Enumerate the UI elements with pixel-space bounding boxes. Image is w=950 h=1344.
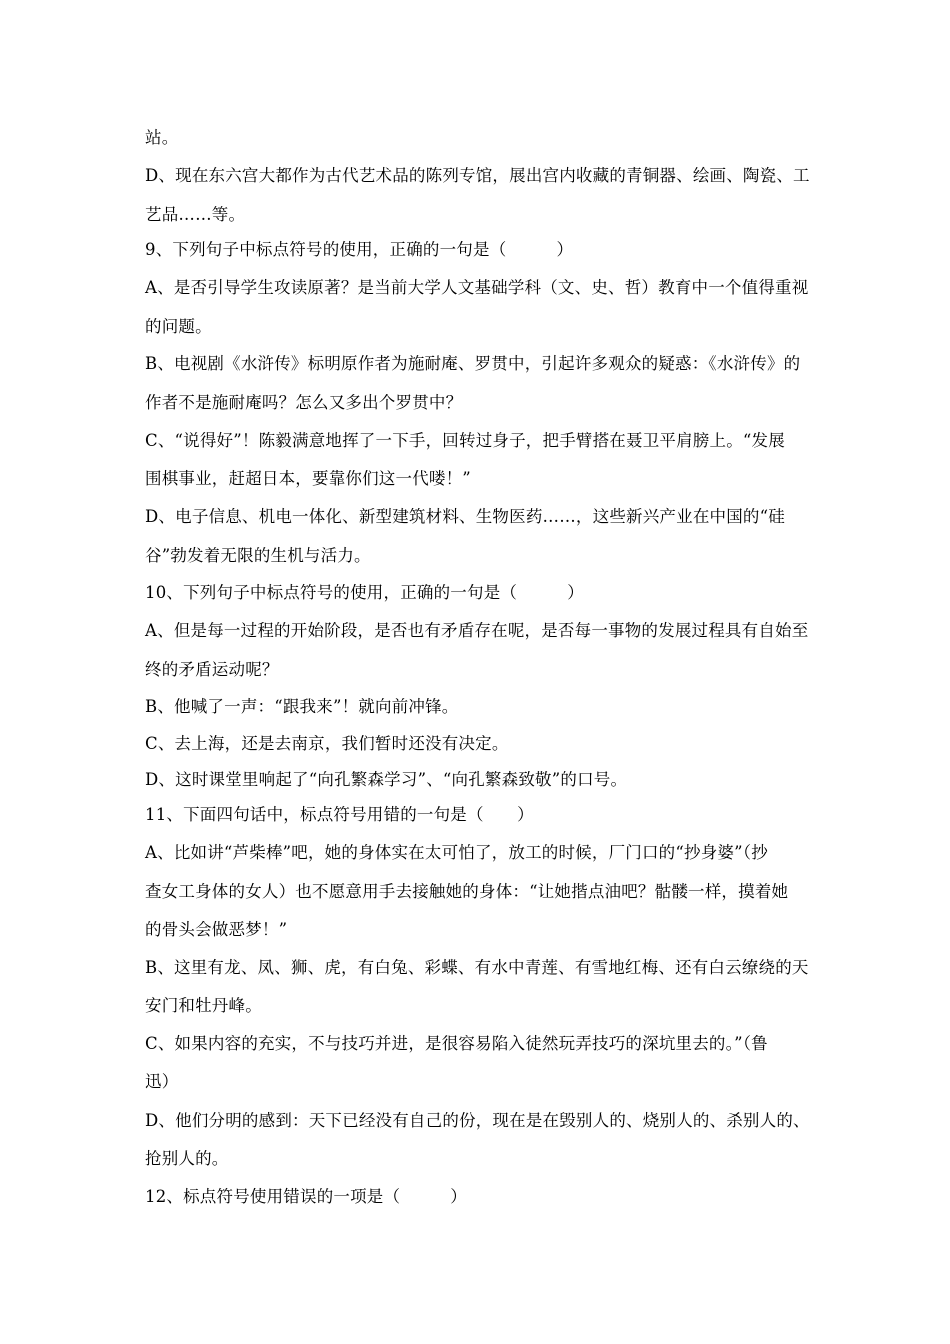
option-11a: A、比如讲“芦柴棒”吧，她的身体实在太可怕了，放工的时候，厂门口的“抄身婆”（抄 — [145, 843, 768, 862]
option-10c: C、去上海，还是去南京，我们暂时还没有决定。 — [145, 734, 509, 753]
text-line: D、现在东六宫大都作为古代艺术品的陈列专馆，展出宫内收藏的青铜器、绘画、陶瓷、工 — [145, 166, 810, 185]
text-line: 查女工身体的女人）也不愿意用手去接触她的身体：“让她揩点油吧？骷髅一样，摸着她 — [145, 882, 789, 901]
option-10d: D、这时课堂里响起了“向孔繁森学习”、“向孔繁森致敬”的口号。 — [145, 770, 628, 789]
text-line: 作者不是施耐庵吗？怎么又多出个罗贯中？ — [145, 393, 463, 412]
option-11d: D、他们分明的感到：天下已经没有自己的份，现在是在毁别人的、烧别人的、杀别人的、 — [145, 1111, 810, 1130]
text-line: 站。 — [145, 128, 179, 147]
text-line: 迅） — [145, 1072, 179, 1091]
option-10a: A、但是每一过程的开始阶段，是否也有矛盾存在呢，是否每一事物的发展过程具有自始至 — [145, 621, 809, 640]
question-11: 11、下面四句话中，标点符号用错的一句是（ ） — [145, 805, 534, 824]
text-line: 艺品……等。 — [145, 205, 246, 224]
option-9d: D、电子信息、机电一体化、新型建筑材料、生物医药……，这些新兴产业在中国的“硅 — [145, 507, 785, 526]
option-9b: B、电视剧《水浒传》标明原作者为施耐庵、罗贯中，引起许多观众的疑惑：《水浒传》的 — [145, 354, 801, 373]
question-12: 12、标点符号使用错误的一项是（ ） — [145, 1187, 467, 1206]
option-9c: C、“说得好”！陈毅满意地挥了一下手，回转过身子，把手臂搭在聂卫平肩膀上。“发展 — [145, 431, 785, 450]
text-line: 的骨头会做恶梦！” — [145, 920, 288, 939]
text-line: 谷”勃发着无限的生机与活力。 — [145, 546, 371, 565]
option-10b: B、他喊了一声：“跟我来”！就向前冲锋。 — [145, 697, 459, 716]
option-11c: C、如果内容的充实，不与技巧并进，是很容易陷入徒然玩弄技巧的深坑里去的。”（鲁 — [145, 1034, 768, 1053]
question-9: 9、下列句子中标点符号的使用，正确的一句是（ ） — [145, 240, 574, 259]
text-line: 围棋事业，赶超日本，要靠你们这一代喽！” — [145, 469, 471, 488]
text-line: 安门和牡丹峰。 — [145, 996, 262, 1015]
option-11b: B、这里有龙、凤、狮、虎，有白兔、彩蝶、有水中青莲、有雪地红梅、还有白云缭绕的天 — [145, 958, 809, 977]
text-line: 抢别人的。 — [145, 1149, 229, 1168]
option-9a: A、是否引导学生攻读原著？是当前大学人文基础学科（文、史、哲）教育中一个值得重视 — [145, 278, 809, 297]
text-line: 的问题。 — [145, 317, 212, 336]
question-10: 10、下列句子中标点符号的使用，正确的一句是（ ） — [145, 583, 584, 602]
text-line: 终的矛盾运动呢？ — [145, 660, 279, 679]
